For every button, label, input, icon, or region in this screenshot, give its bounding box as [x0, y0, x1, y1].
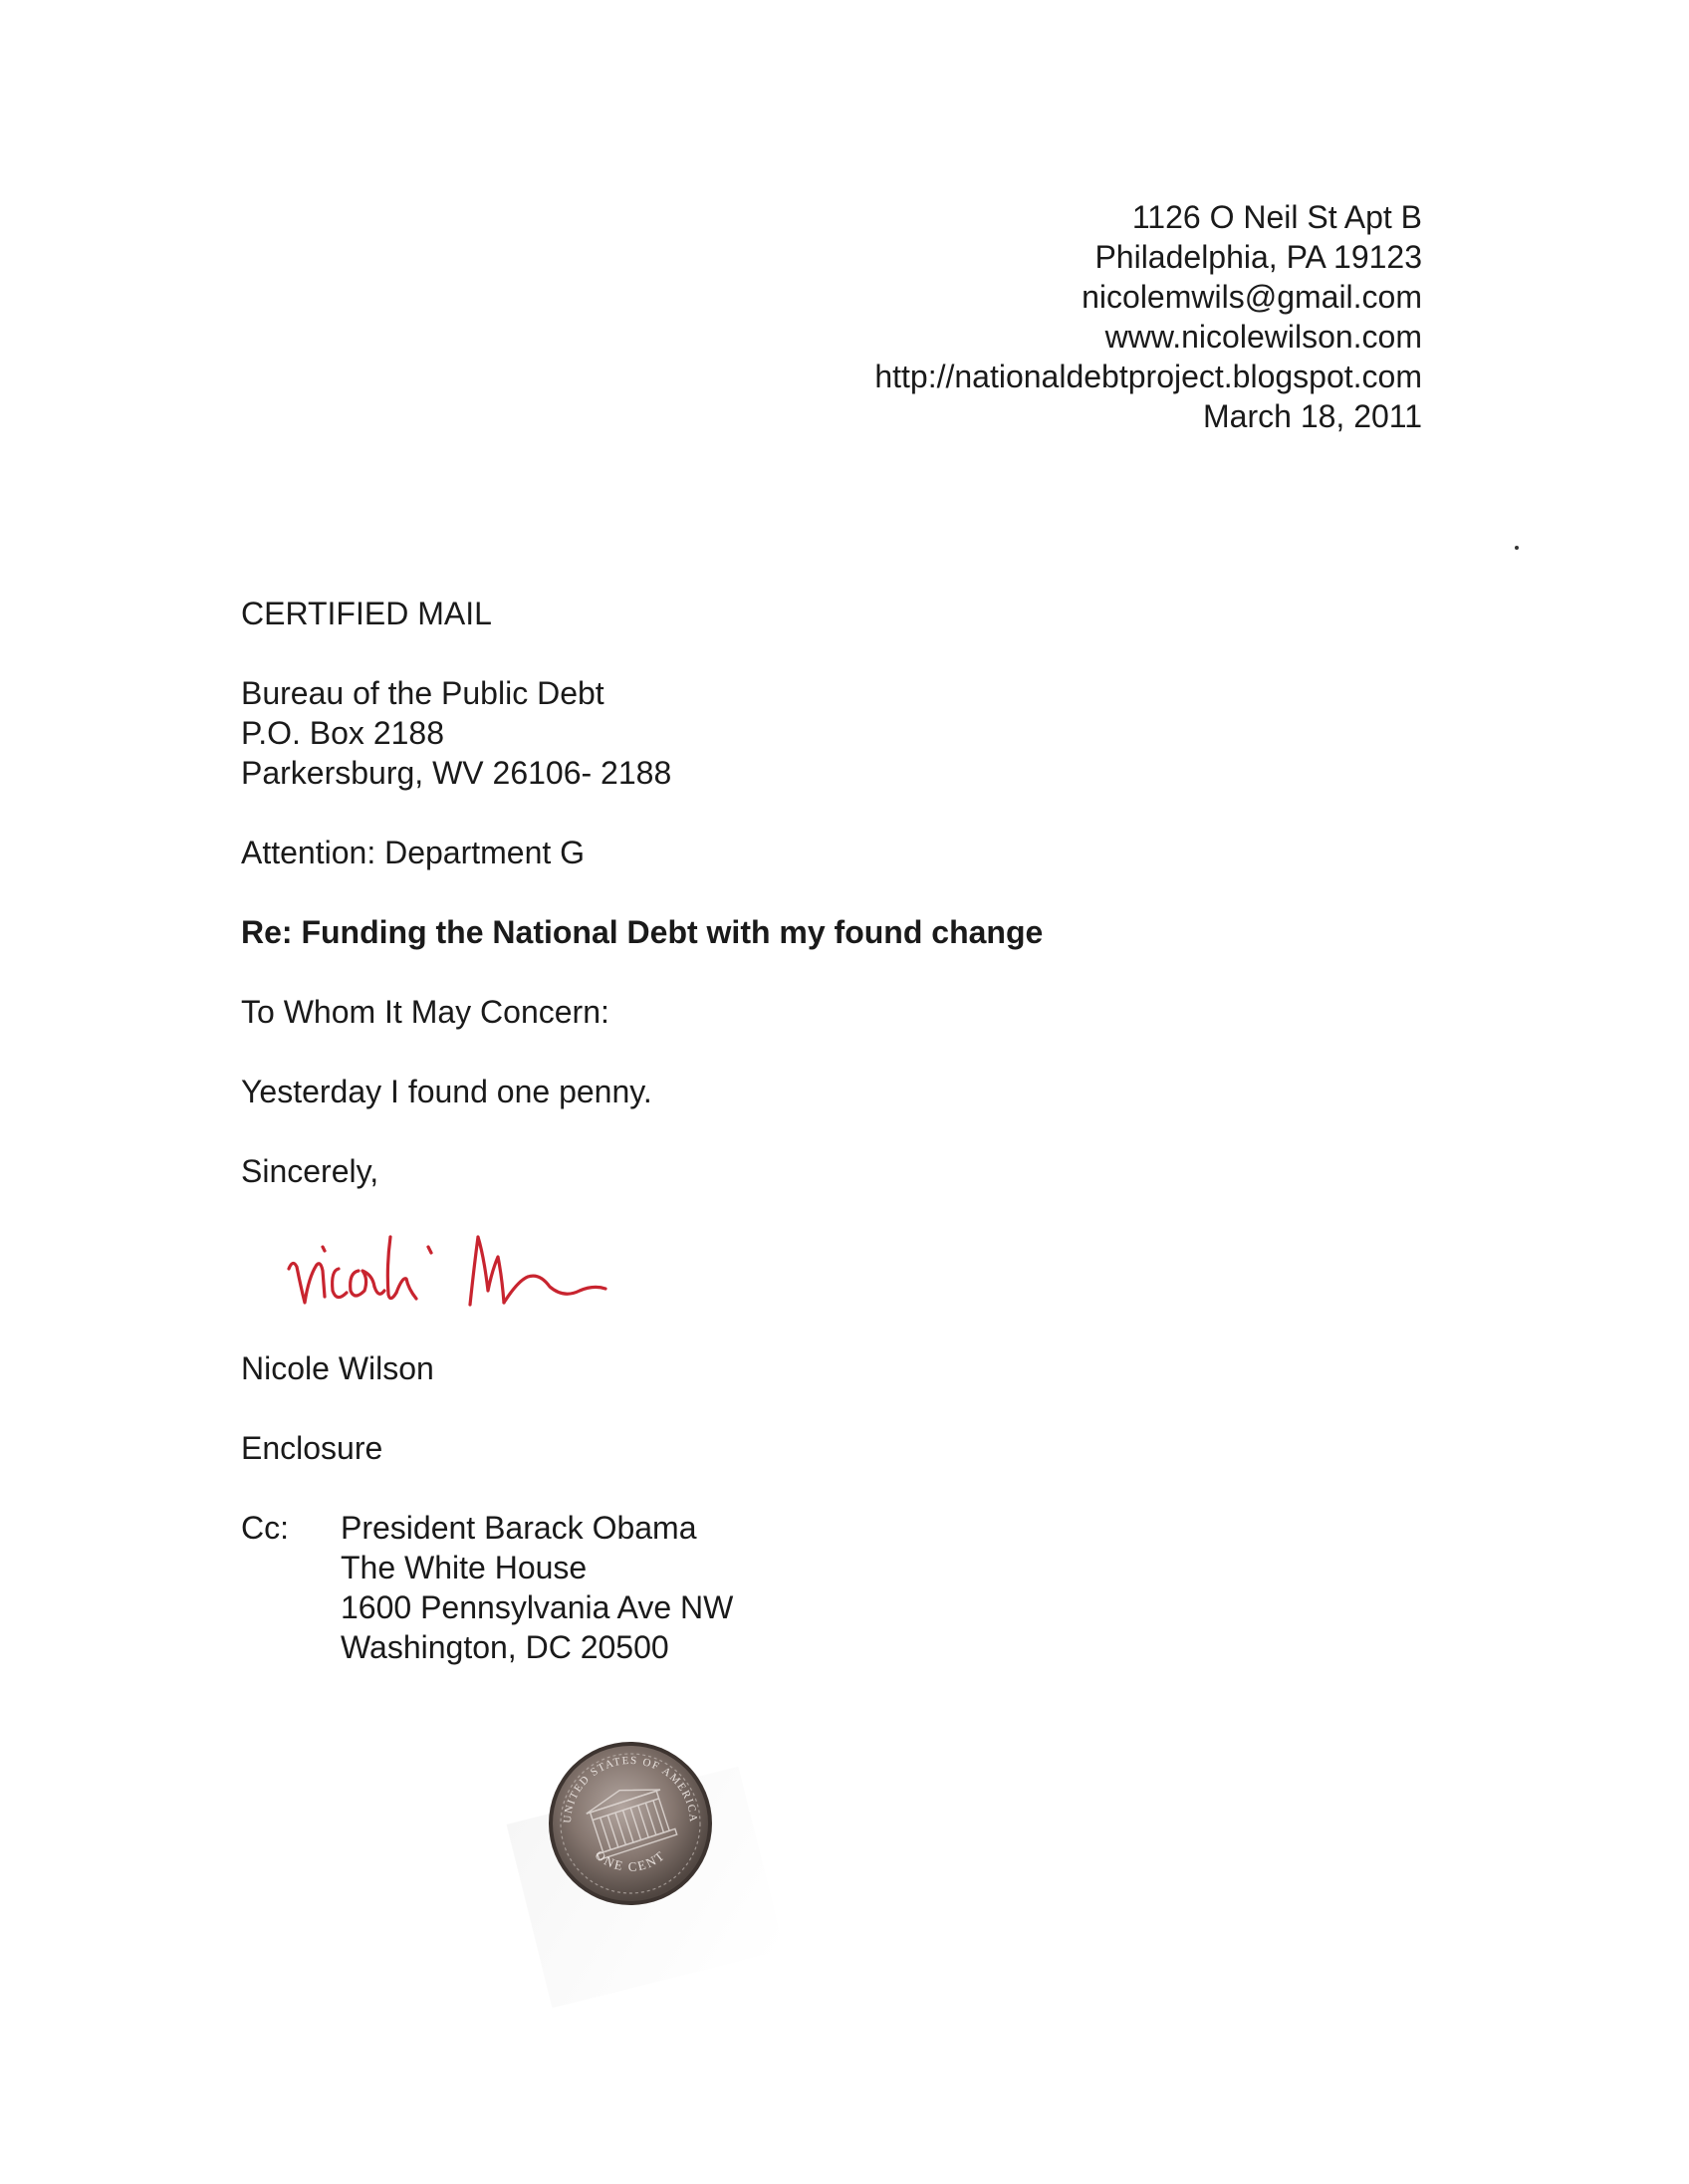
signer-name: Nicole Wilson [241, 1350, 434, 1386]
sender-blog: http://nationaldebtproject.blogspot.com [874, 359, 1422, 394]
penny-rim-bottom: ONE CENT [592, 1846, 669, 1874]
salutation: To Whom It May Concern: [241, 994, 609, 1030]
recipient-address-block [241, 673, 671, 793]
cc-block [241, 1508, 733, 1667]
sender-street: 1126 O Neil St Apt B [1131, 199, 1422, 235]
sender-website: www.nicolewilson.com [1104, 319, 1422, 355]
sender-city: Philadelphia, PA 19123 [1094, 239, 1422, 275]
cc-line: 1600 Pennsylvania Ave NW [341, 1589, 734, 1625]
attention-line: Attention: Department G [241, 835, 586, 870]
cc-label: Cc: [241, 1510, 289, 1546]
subject-line: Re: Funding the National Debt with my found change [241, 914, 1044, 950]
closing: Sincerely, [241, 1153, 379, 1189]
enclosure-note: Enclosure [241, 1430, 383, 1466]
letter-body: Yesterday I found one penny. [241, 1074, 652, 1109]
handwritten-signature [279, 1207, 677, 1327]
recipient-name: Bureau of the Public Debt [241, 675, 604, 711]
penny-enclosure [526, 1733, 805, 1992]
scan-speck [1515, 546, 1519, 550]
mailing-type: CERTIFIED MAIL [241, 596, 492, 631]
penny-rim-top: UNITED STATES OF AMERICA [561, 1754, 700, 1824]
cc-line: The White House [341, 1550, 588, 1585]
recipient-po-box: P.O. Box 2188 [241, 715, 444, 751]
cc-address [341, 1508, 733, 1667]
cc-line: President Barack Obama [341, 1510, 697, 1546]
sender-address-block [874, 197, 1422, 436]
letter-date: March 18, 2011 [1203, 398, 1422, 434]
cc-line: Washington, DC 20500 [341, 1629, 669, 1665]
recipient-city: Parkersburg, WV 26106- 2188 [241, 755, 672, 791]
penny-coin-icon [546, 1739, 715, 1908]
sender-email: nicolemwils@gmail.com [1082, 279, 1422, 315]
